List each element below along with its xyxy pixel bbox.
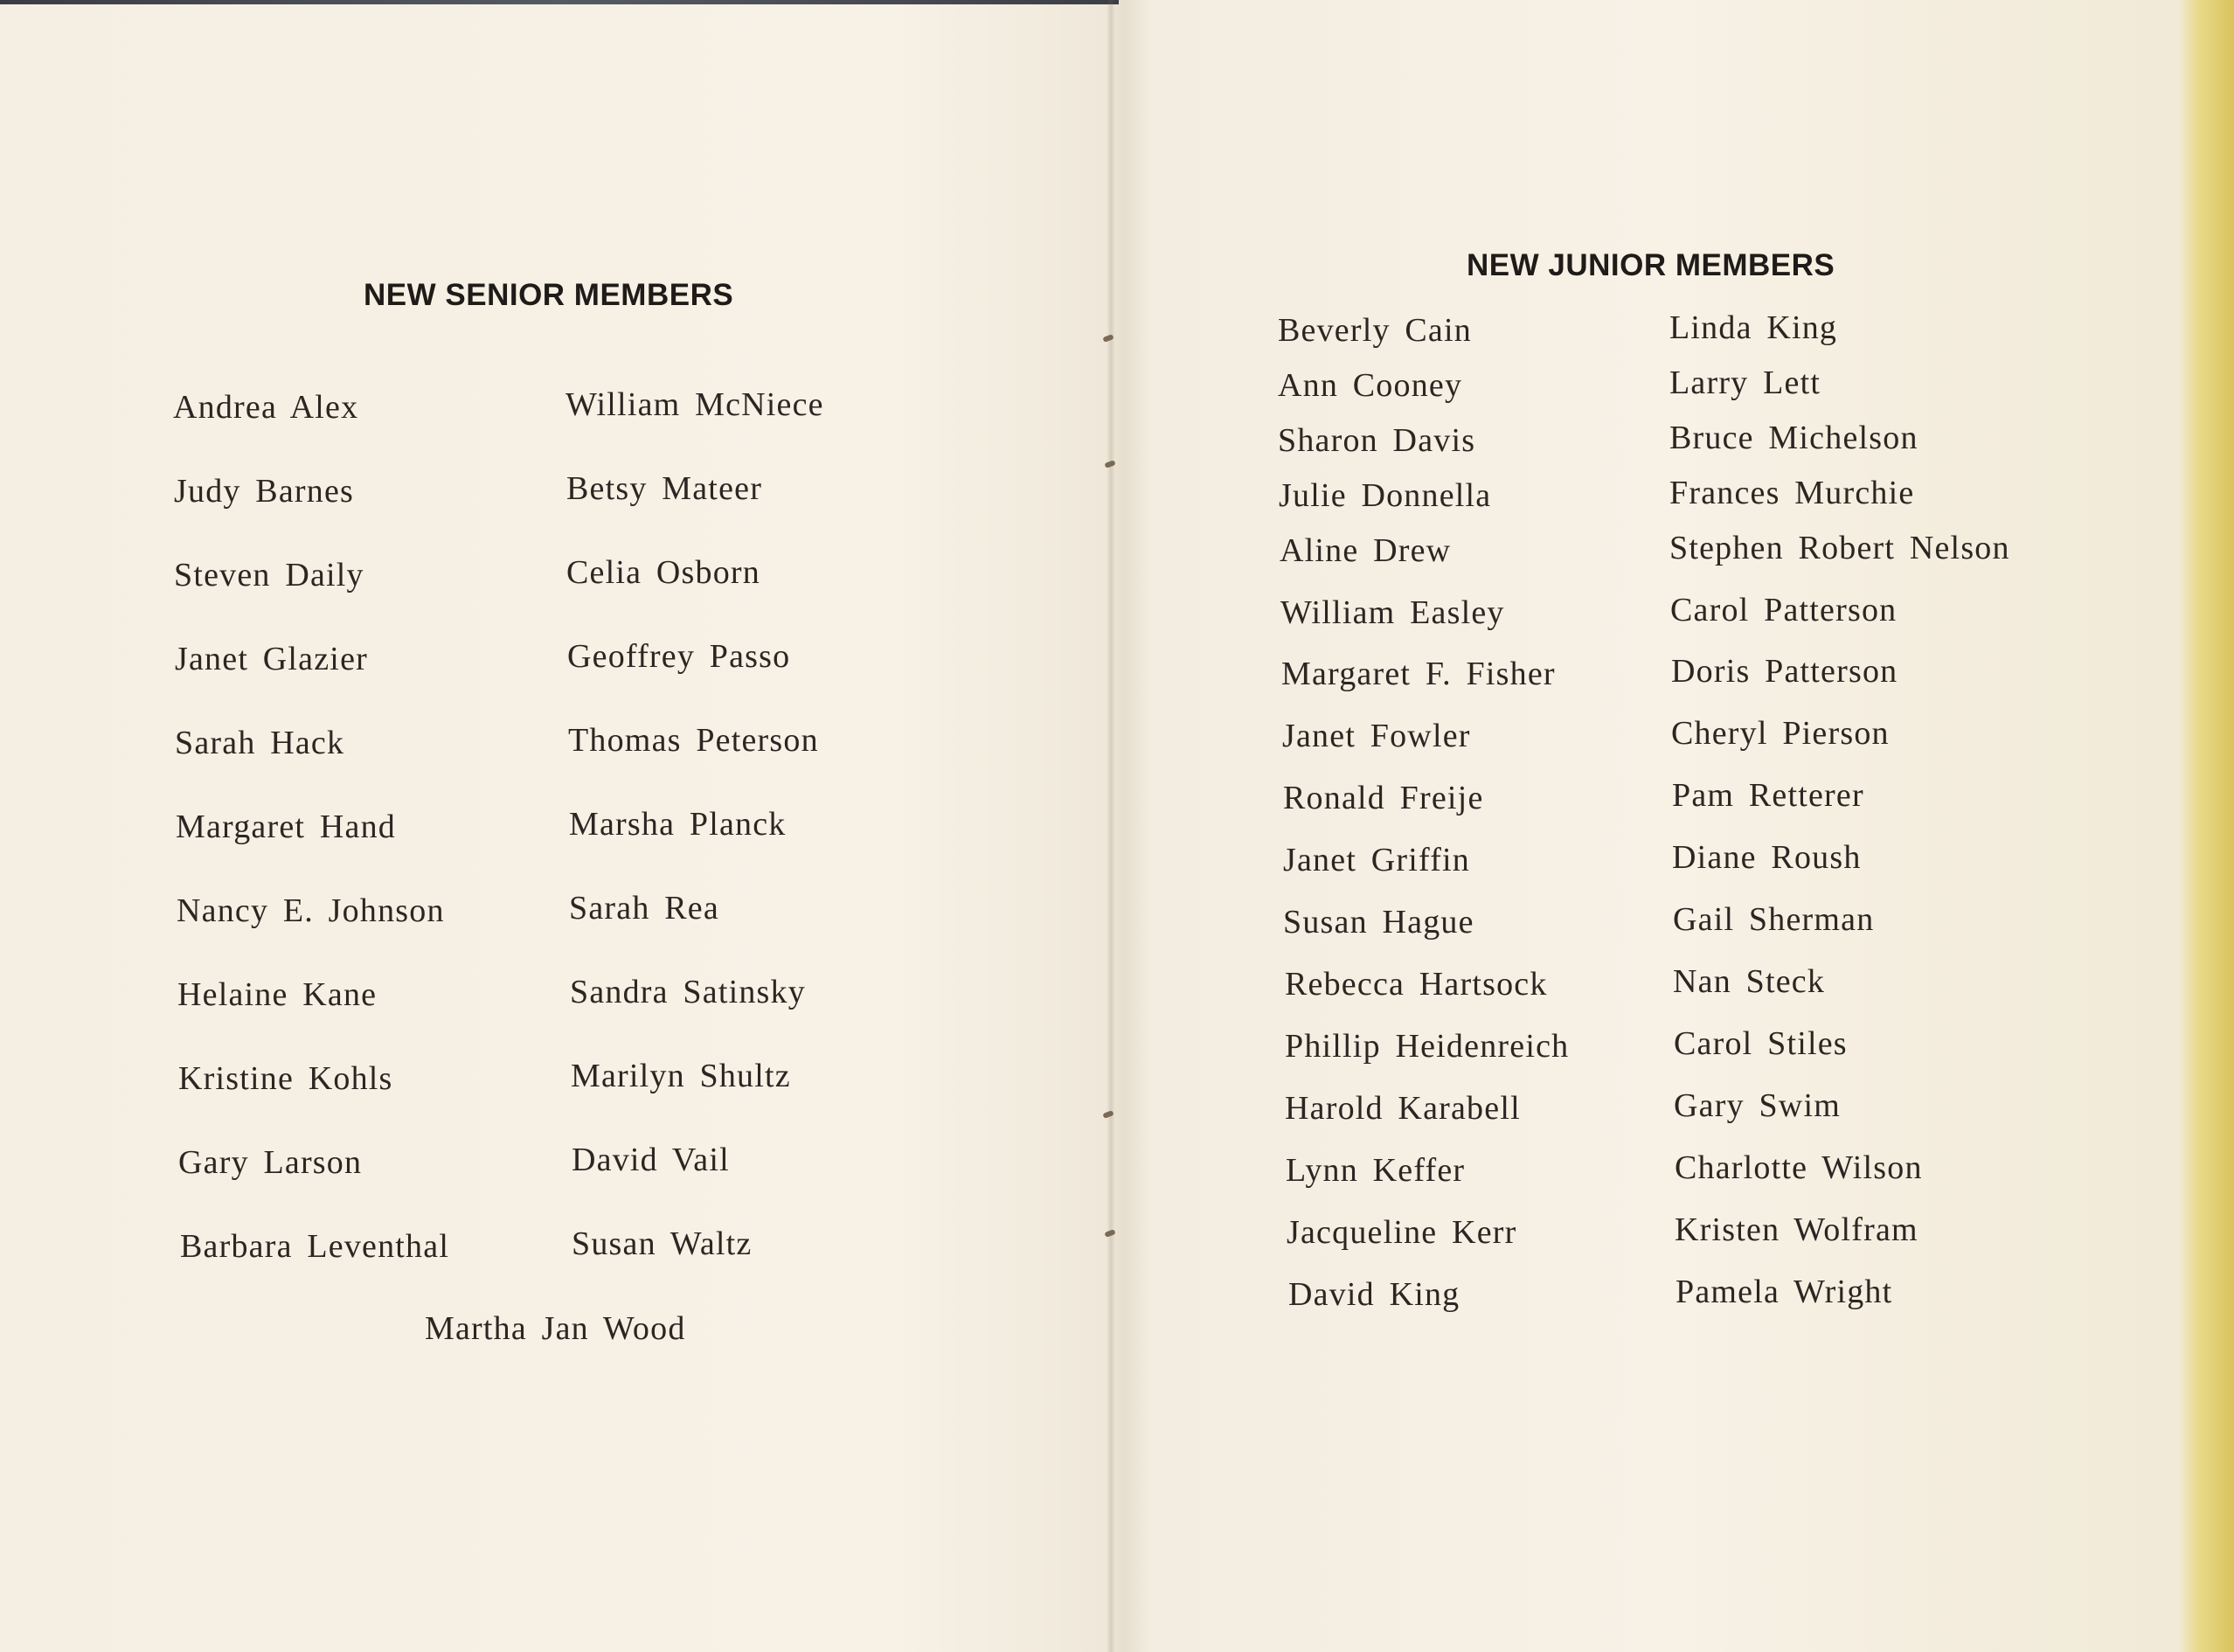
junior-name: Larry Lett (1669, 364, 1821, 401)
junior-name: Doris Patterson (1671, 653, 1898, 690)
senior-name: Susan Waltz (572, 1225, 753, 1262)
senior-name-centered: Martha Jan Wood (425, 1310, 686, 1347)
junior-name: Susan Hague (1283, 904, 1474, 941)
senior-name: Celia Osborn (566, 554, 760, 591)
junior-name: Janet Griffin (1283, 842, 1471, 878)
junior-name: Harold Karabell (1285, 1090, 1521, 1127)
junior-name: Sharon Davis (1278, 422, 1476, 459)
junior-name: Ann Cooney (1278, 367, 1463, 404)
junior-name: Kristen Wolfram (1675, 1211, 1918, 1248)
junior-name: Julie Donnella (1279, 477, 1492, 514)
senior-name: William McNiece (565, 386, 824, 423)
junior-name: Beverly Cain (1278, 312, 1472, 349)
junior-name: Gary Swim (1674, 1087, 1841, 1124)
senior-name: Nancy E. Johnson (177, 892, 445, 929)
left-page (0, 0, 1112, 1652)
junior-heading: NEW JUNIOR MEMBERS (1467, 248, 1835, 282)
senior-name: Margaret Hand (176, 809, 396, 845)
junior-name: Margaret F. Fisher (1281, 656, 1556, 692)
junior-name: Phillip Heidenreich (1285, 1028, 1570, 1065)
senior-name: Kristine Kohls (178, 1060, 393, 1097)
senior-name: Thomas Peterson (568, 722, 819, 759)
senior-heading: NEW SENIOR MEMBERS (364, 278, 734, 312)
junior-name: Cheryl Pierson (1671, 715, 1890, 752)
senior-name: Geoffrey Passo (567, 638, 791, 675)
junior-name: Nan Steck (1673, 963, 1826, 1000)
senior-name: Steven Daily (174, 557, 364, 593)
junior-name: Rebecca Hartsock (1285, 966, 1548, 1003)
junior-name: Gail Sherman (1673, 901, 1875, 938)
junior-name: Ronald Freije (1283, 780, 1484, 816)
junior-name: Carol Patterson (1670, 592, 1898, 628)
senior-name: Sandra Satinsky (570, 974, 806, 1010)
senior-name: Janet Glazier (175, 641, 368, 677)
senior-name: Helaine Kane (177, 976, 378, 1013)
senior-name: Barbara Leventhal (180, 1228, 450, 1265)
senior-name: Judy Barnes (174, 473, 355, 510)
senior-name: Andrea Alex (173, 389, 359, 426)
senior-name: Betsy Mateer (566, 470, 763, 507)
junior-name: Jacqueline Kerr (1287, 1214, 1517, 1251)
senior-name: Marilyn Shultz (571, 1058, 791, 1094)
junior-name: Aline Drew (1280, 532, 1452, 569)
junior-name: Diane Roush (1672, 839, 1862, 876)
junior-name: Bruce Michelson (1669, 420, 1918, 456)
right-page (1112, 0, 2234, 1652)
senior-name: Sarah Rea (569, 890, 719, 927)
junior-name: Janet Fowler (1282, 718, 1471, 754)
junior-name: Pam Retterer (1672, 777, 1864, 814)
junior-name: Linda King (1669, 309, 1838, 346)
junior-name: David King (1288, 1276, 1460, 1313)
junior-name: Pamela Wright (1676, 1274, 1893, 1310)
senior-name: Sarah Hack (175, 725, 345, 761)
junior-name: Charlotte Wilson (1675, 1149, 1923, 1186)
senior-name: David Vail (572, 1142, 730, 1178)
senior-name: Marsha Planck (569, 806, 787, 843)
junior-name: Stephen Robert Nelson (1669, 530, 2010, 566)
junior-name: Frances Murchie (1669, 475, 1915, 511)
junior-name: Lynn Keffer (1286, 1152, 1466, 1189)
junior-name: Carol Stiles (1674, 1025, 1848, 1062)
senior-name: Gary Larson (178, 1144, 363, 1181)
junior-name: William Easley (1280, 594, 1505, 631)
